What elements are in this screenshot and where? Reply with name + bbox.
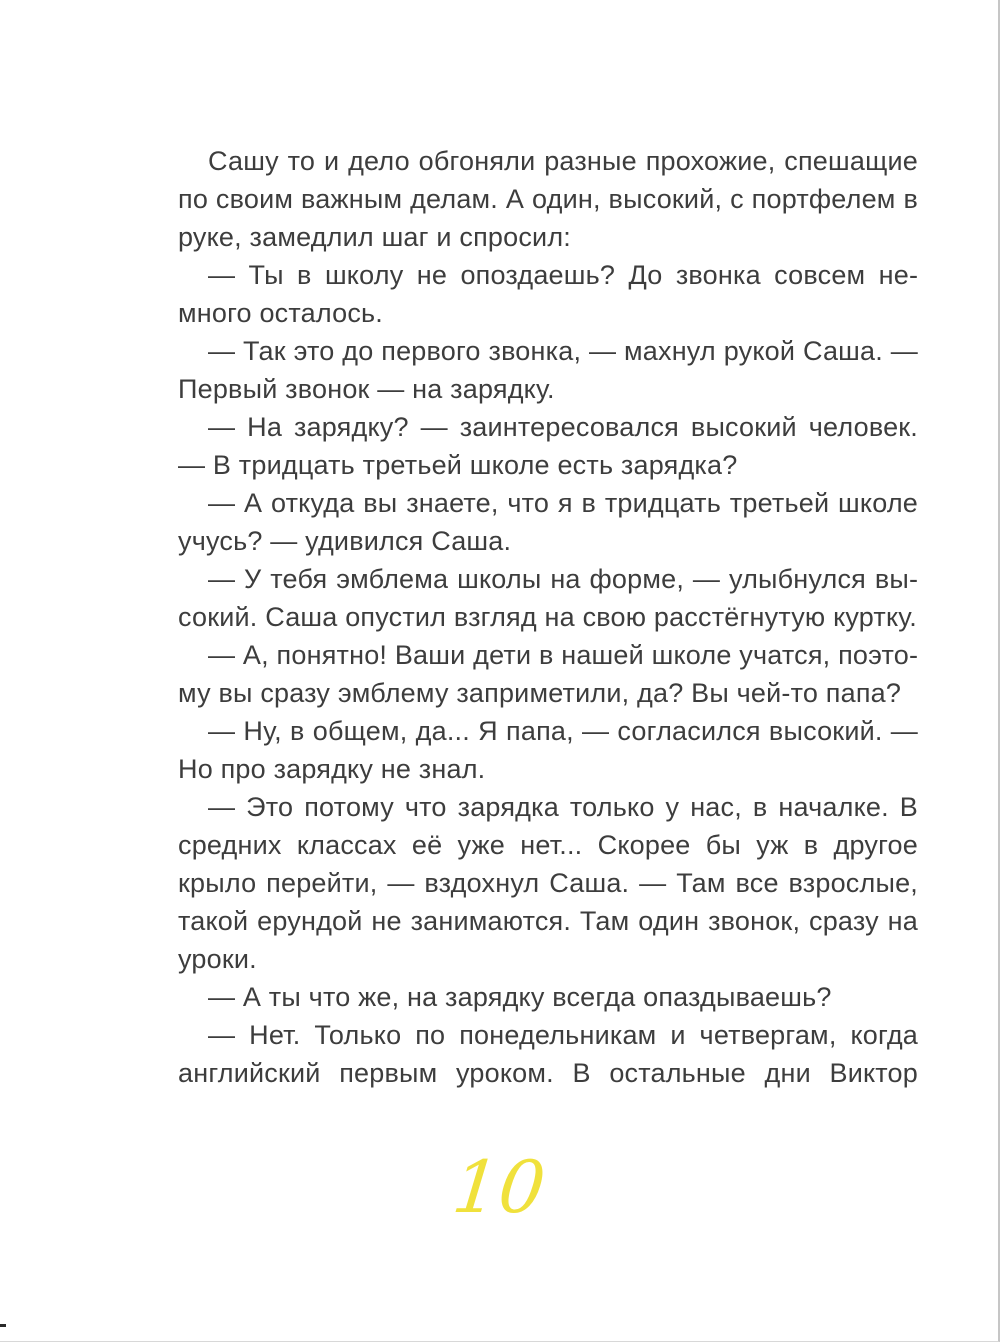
paragraph: — А откуда вы знаете, что я в тридцать третьей школе учусь? — удивился Саша.	[178, 488, 918, 556]
page-text	[178, 142, 918, 1092]
paragraph: — У тебя эмблема школы на форме, — улыбнулся высокий. Саша опустил взгляд на свою расстёгнутую куртку.	[178, 564, 918, 632]
paragraph: — На зарядку? — заинтересовался высокий человек. — В тридцать третьей школе есть зарядка?	[178, 412, 918, 480]
paragraph: — А ты что же, на зарядку всегда опаздываешь?	[208, 982, 832, 1012]
scan-corner-mark	[0, 1324, 6, 1327]
paragraph: — А, понятно! Ваши дети в нашей школе учатся, поэтому вы сразу эмблему заприметили, да? Вы чей-то папа?	[178, 640, 918, 708]
paragraph: — Это потому что зарядка только у нас, в началке. В средних классах её уже нет... Скорее бы уж в другое крыло перейти, — вздохнул Саша. — Там все взрослые, такой ерундой не занимаются. Там один звонок, сразу на уроки.	[178, 792, 918, 974]
paragraph: — Ну, в общем, да... Я папа, — согласился высокий. — Но про зарядку не знал.	[178, 716, 918, 784]
paragraph: — Ты в школу не опоздаешь? До звонка совсем немного осталось.	[178, 260, 918, 328]
paragraph: — Так это до первого звонка, — махнул рукой Саша. — Первый звонок — на зарядку.	[178, 336, 918, 404]
page-number: 10	[448, 1145, 550, 1229]
paragraph: Сашу то и дело обгоняли разные прохожие, спешащие по своим важным делам. А один, высокий, с портфелем в руке, замедлил шаг и спросил:	[178, 146, 918, 252]
paragraph: — Нет. Только по понедельникам и четвергам, когда английский первым уроком. В остальные дни Виктор	[178, 1020, 918, 1088]
